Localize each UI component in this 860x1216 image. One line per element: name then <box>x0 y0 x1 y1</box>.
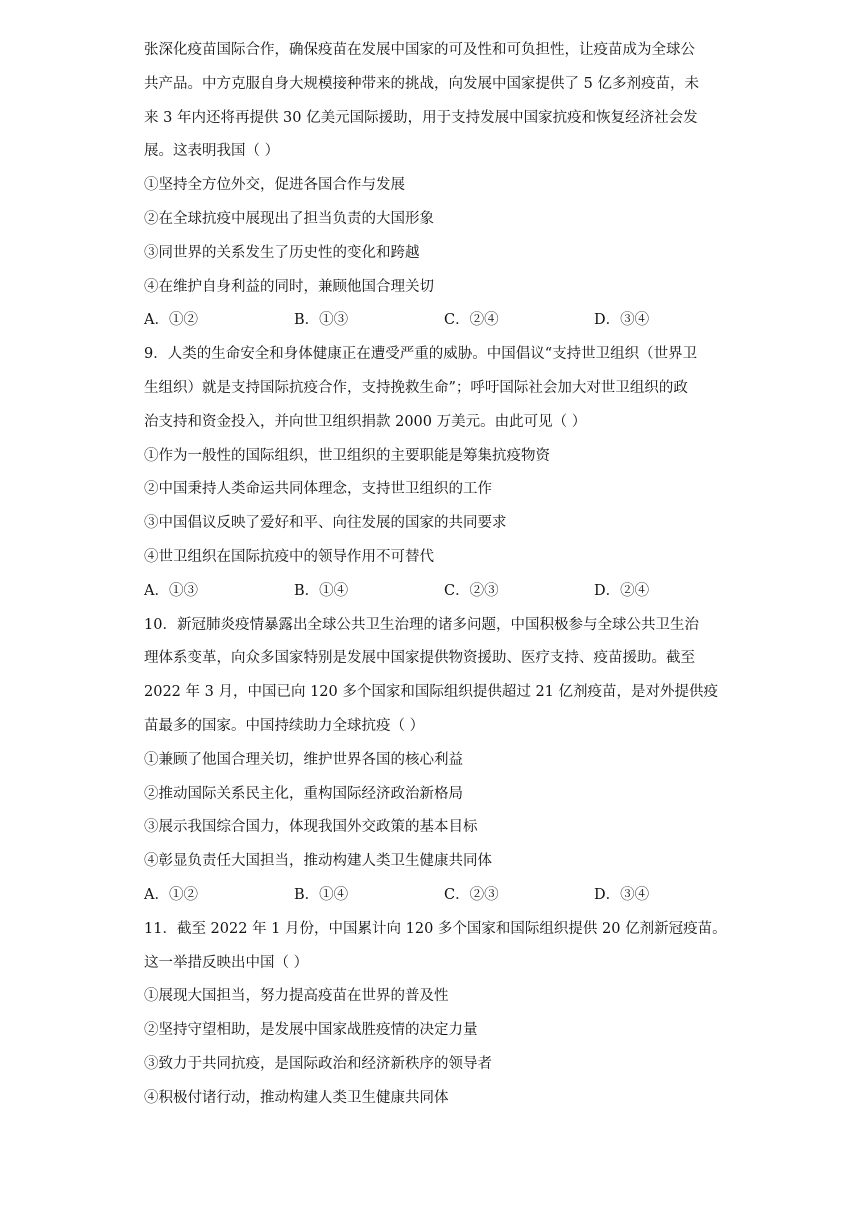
document-page <box>144 34 727 1116</box>
answer-options <box>144 879 720 913</box>
statement-item: ①坚持全方位外交，促进各国合作与发展 <box>144 177 405 194</box>
question-11 <box>144 913 727 1116</box>
statement-item: ③中国倡议反映了爱好和平、向往发展的国家的共同要求 <box>144 515 507 532</box>
statement-item: ③展示我国综合国力，体现我国外交政策的基本目标 <box>144 819 478 836</box>
statement-item: ③同世界的关系发生了历史性的变化和跨越 <box>144 244 420 261</box>
answer-options <box>144 575 720 609</box>
option-d: D．③④ <box>594 886 650 903</box>
statement-item: ①作为一般性的国际组织，世卫组织的主要职能是筹集抗疫物资 <box>144 447 550 464</box>
statement-item: ④世卫组织在国际抗疫中的领导作用不可替代 <box>144 548 434 565</box>
question-stem-line: 苗最多的国家。中国持续助力全球抗疫（ ） <box>144 717 425 734</box>
question-stem-line: 2022 年 3 月，中国已向 120 多个国家和国际组织提供超过 21 亿剂疫苗，是对外提供疫 <box>144 684 719 701</box>
statement-item: ②中国秉持人类命运共同体理念，支持世卫组织的工作 <box>144 481 492 498</box>
option-a: A．①③ <box>144 582 198 599</box>
question-stem-line: 11．截至 2022 年 1 月份，中国累计向 120 多个国家和国际组织提供 20 亿剂新冠疫苗。 <box>144 920 727 937</box>
statement-item: ④彰显负责任大国担当，推动构建人类卫生健康共同体 <box>144 853 492 870</box>
statement-item: ③致力于共同抗疫，是国际政治和经济新秩序的领导者 <box>144 1055 492 1072</box>
statement-item: ④积极付诸行动，推动构建人类卫生健康共同体 <box>144 1089 449 1106</box>
question-stem-line: 共产品。中方克服自身大规模接种带来的挑战，向发展中国家提供了 5 亿多剂疫苗，未 <box>144 75 699 92</box>
answer-options <box>144 304 720 338</box>
option-c: C．②③ <box>444 582 499 599</box>
statement-item: ④在维护自身利益的同时，兼顾他国合理关切 <box>144 278 434 295</box>
option-d: D．③④ <box>594 312 650 329</box>
option-a: A．①② <box>144 312 198 329</box>
statement-item: ②坚持守望相助，是发展中国家战胜疫情的决定力量 <box>144 1022 478 1039</box>
question-9 <box>144 338 720 608</box>
question-10 <box>144 609 720 913</box>
option-c: C．②③ <box>444 886 499 903</box>
question-8 <box>144 34 720 338</box>
question-stem-line: 治支持和资金投入，并向世卫组织捐款 2000 万美元。由此可见（ ） <box>144 413 587 430</box>
option-d: D．②④ <box>594 582 650 599</box>
option-a: A．①② <box>144 886 198 903</box>
option-b: B．①④ <box>294 582 349 599</box>
statement-item: ②在全球抗疫中展现出了担当负责的大国形象 <box>144 210 434 227</box>
question-stem-line: 这一举措反映出中国（ ） <box>144 954 309 971</box>
question-stem-line: 理体系变革，向众多国家特别是发展中国家提供物资援助、医疗支持、疫苗援助。截至 <box>144 650 695 667</box>
question-stem-line: 来 3 年内还将再提供 30 亿美元国际援助，用于支持发展中国家抗疫和恢复经济社会发 <box>144 109 698 126</box>
question-stem-line: 张深化疫苗国际合作，确保疫苗在发展中国家的可及性和可负担性，让疫苗成为全球公 <box>144 42 695 58</box>
statement-item: ②推动国际关系民主化，重构国际经济政治新格局 <box>144 785 463 802</box>
question-stem-line: 9．人类的生命安全和身体健康正在遭受严重的威胁。中国倡议“支持世卫组织（世界卫 <box>144 346 698 363</box>
question-stem-line: 生组织）就是支持国际抗疫合作，支持挽救生命”；呼吁国际社会加大对世卫组织的政 <box>144 379 688 396</box>
question-stem-line: 展。这表明我国（ ） <box>144 143 280 160</box>
option-b: B．①④ <box>294 886 349 903</box>
option-b: B．①③ <box>294 312 349 329</box>
statement-item: ①兼顾了他国合理关切，维护世界各国的核心利益 <box>144 751 463 768</box>
option-c: C．②④ <box>444 312 499 329</box>
question-stem-line: 10．新冠肺炎疫情暴露出全球公共卫生治理的诸多问题，中国积极参与全球公共卫生治 <box>144 616 699 633</box>
statement-item: ①展现大国担当，努力提高疫苗在世界的普及性 <box>144 988 449 1005</box>
